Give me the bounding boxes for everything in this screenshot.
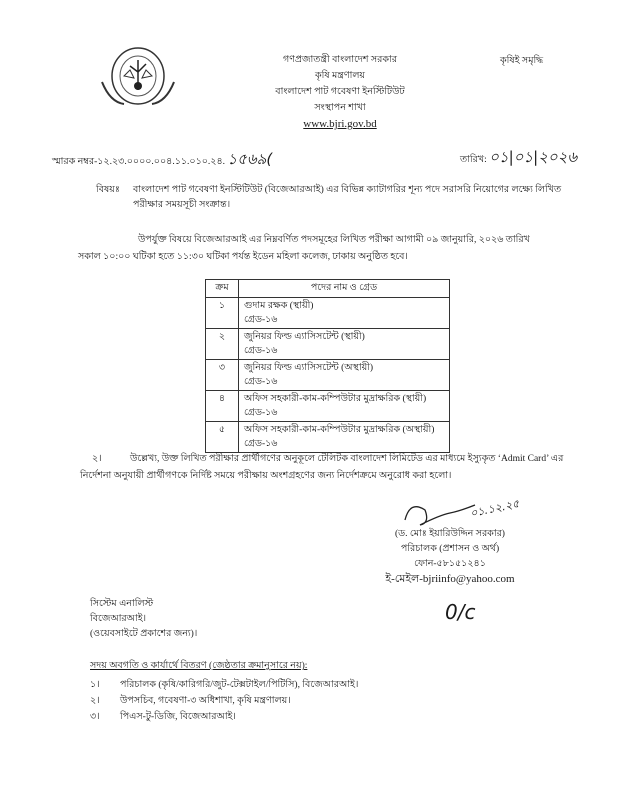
signatory-designation: পরিচালক (প্রশাসন ও অর্থ) <box>400 544 500 554</box>
para-number: ২। <box>92 454 102 464</box>
post-cell <box>239 391 450 422</box>
recipient-line: বিজেআরআই। <box>90 614 147 624</box>
paragraph-2 <box>80 451 566 485</box>
serial-cell: ১ <box>206 298 239 329</box>
recipient-line: (ওয়েবসাইটে প্রকাশের জন্য)। <box>90 629 198 639</box>
serial-cell: ২ <box>206 329 239 360</box>
signature-block <box>370 527 530 587</box>
post-grade: গ্রেড-১৬ <box>244 408 278 418</box>
item-number: ২। <box>90 696 100 706</box>
bjri-logo <box>100 42 176 114</box>
post-cell <box>239 329 450 360</box>
post-name: জুনিয়র ফিল্ড এ্যাসিসটেন্ট (অস্থায়ী) <box>244 363 374 373</box>
header-line: গণপ্রজাতন্ত্রী বাংলাদেশ সরকার <box>282 55 398 65</box>
recipient <box>90 597 197 642</box>
distribution-item <box>90 693 358 709</box>
motto: কৃষিই সমৃদ্ধি <box>500 56 544 66</box>
post-name: অফিস সহকারী-কাম-কম্পিউটার মুদ্রাক্ষরিক (স্থায়ী) <box>244 394 427 404</box>
posts-table <box>205 279 450 453</box>
col-serial: ক্রম <box>206 280 239 298</box>
post-grade: গ্রেড-১৬ <box>244 377 278 387</box>
subject-text: বাংলাদেশ পাট গবেষণা ইনস্টিটিউট (বিজেআরআই) এর বিভিন্ন ক্যাটাগরির শূন্য পদে সরাসরি নিয়োগের লক্ষ্যে লিখিত পরীক্ষার সময়সূচী সংক্রান্ত। <box>133 185 562 210</box>
table-row <box>206 329 450 360</box>
header-line: বাংলাদেশ পাট গবেষণা ইনস্টিটিউট <box>275 87 405 97</box>
website-link[interactable]: www.bjri.gov.bd <box>303 118 377 130</box>
post-name: গুদাম রক্ষক (স্থায়ী) <box>244 301 314 311</box>
table-row <box>206 422 450 453</box>
item-text: পরিচালক (কৃষি/কারিগরি/জুট-টেক্সটাইল/পিটিসি), বিজেআরআই। <box>120 680 359 690</box>
item-text: পিএস-টু-ডিজি, বিজেআরআই। <box>120 712 236 722</box>
header-line: সংস্থাপন শাখা <box>314 103 366 113</box>
table-row <box>206 391 450 422</box>
distribution <box>90 658 358 725</box>
memo-date <box>460 146 577 171</box>
post-grade: গ্রেড-১৬ <box>244 346 278 356</box>
signatory-name: (ড. মোঃ ইয়ারিউদ্দিন সরকার) <box>395 529 505 539</box>
subject <box>96 183 566 213</box>
date-value: ০১|০১|২০২৬ <box>489 148 578 166</box>
signatory-email[interactable]: ই-মেইল-bjriinfo@yahoo.com <box>385 573 515 585</box>
item-text: উপসচিব, গবেষণা-৩ অধিশাখা, কৃষি মন্ত্রণালয়। <box>120 696 291 706</box>
col-post: পদের নাম ও গ্রেড <box>239 280 450 298</box>
item-number: ১। <box>90 680 100 690</box>
signatory-phone: ফোন-৫৮১৫১২৪১ <box>414 559 486 569</box>
post-cell <box>239 422 450 453</box>
distribution-item <box>90 709 358 725</box>
distribution-item <box>90 677 358 693</box>
memo-number <box>52 148 272 173</box>
initial-mark: 0/c <box>445 600 476 624</box>
distribution-title: সদয় অবগতি ও কার্যার্থে বিতরণ (জেষ্ঠতার ক্রমানুসারে নয়): <box>90 661 308 671</box>
post-grade: গ্রেড-১৬ <box>244 315 278 325</box>
post-name: জুনিয়র ফিল্ড এ্যাসিসটেন্ট (স্থায়ী) <box>244 332 365 342</box>
item-number: ৩। <box>90 712 100 722</box>
letterhead <box>230 52 450 132</box>
serial-cell: ৩ <box>206 360 239 391</box>
signature-date: ০১.১২.২৫ <box>468 496 521 521</box>
header-line: কৃষি মন্ত্রণালয় <box>314 71 366 81</box>
post-name: অফিস সহকারী-কাম-কম্পিউটার মুদ্রাক্ষরিক (অস্থায়ী) <box>244 425 435 435</box>
recipient-line: সিস্টেম এনালিস্ট <box>90 599 154 609</box>
paragraph-1: উপর্যুক্ত বিষয়ে বিজেআরআই এর নিম্নবর্ণিত পদসমূহের লিখিত পরীক্ষা আগামী ০৯ জানুয়ারি, ২০২৬ তারিখ সকাল ১০:০০ ঘটিকা হতে ১১:৩০ ঘটিকা পর্যন্ত ইডেন মহিলা কলেজ, ঢাকায় অনুষ্ঠিত হবে। <box>78 235 530 262</box>
memo-handwritten-no: ১৫৬৯( <box>227 150 273 168</box>
subject-label: বিষয়ঃ <box>96 185 120 195</box>
post-cell <box>239 360 450 391</box>
para-2-text: উল্লেখ্য, উক্ত লিখিত পরীক্ষার প্রার্থীগণের অনুকূলে টেলিটক বাংলাদেশ লিমিটেড এর মাধ্যমে ইস্যুকৃত ‘Admit Card’ এর নির্দেশনা অনুযায়ী প্রার্থীগণকে নির্দিষ্ট সময়ে পরীক্ষায় অংশগ্রহণের জন্য নির্দেশক্রমে অনুরোধ করা হলো। <box>80 454 564 481</box>
post-cell <box>239 298 450 329</box>
date-label: তারিখ: <box>460 155 487 165</box>
table-row <box>206 298 450 329</box>
serial-cell: ৪ <box>206 391 239 422</box>
serial-cell: ৫ <box>206 422 239 453</box>
post-grade: গ্রেড-১৬ <box>244 439 278 449</box>
memo-label: স্মারক নম্বর-১২.২৩.০০০০.০০৪.১১.০১০.২৪. <box>52 157 226 167</box>
table-row <box>206 360 450 391</box>
